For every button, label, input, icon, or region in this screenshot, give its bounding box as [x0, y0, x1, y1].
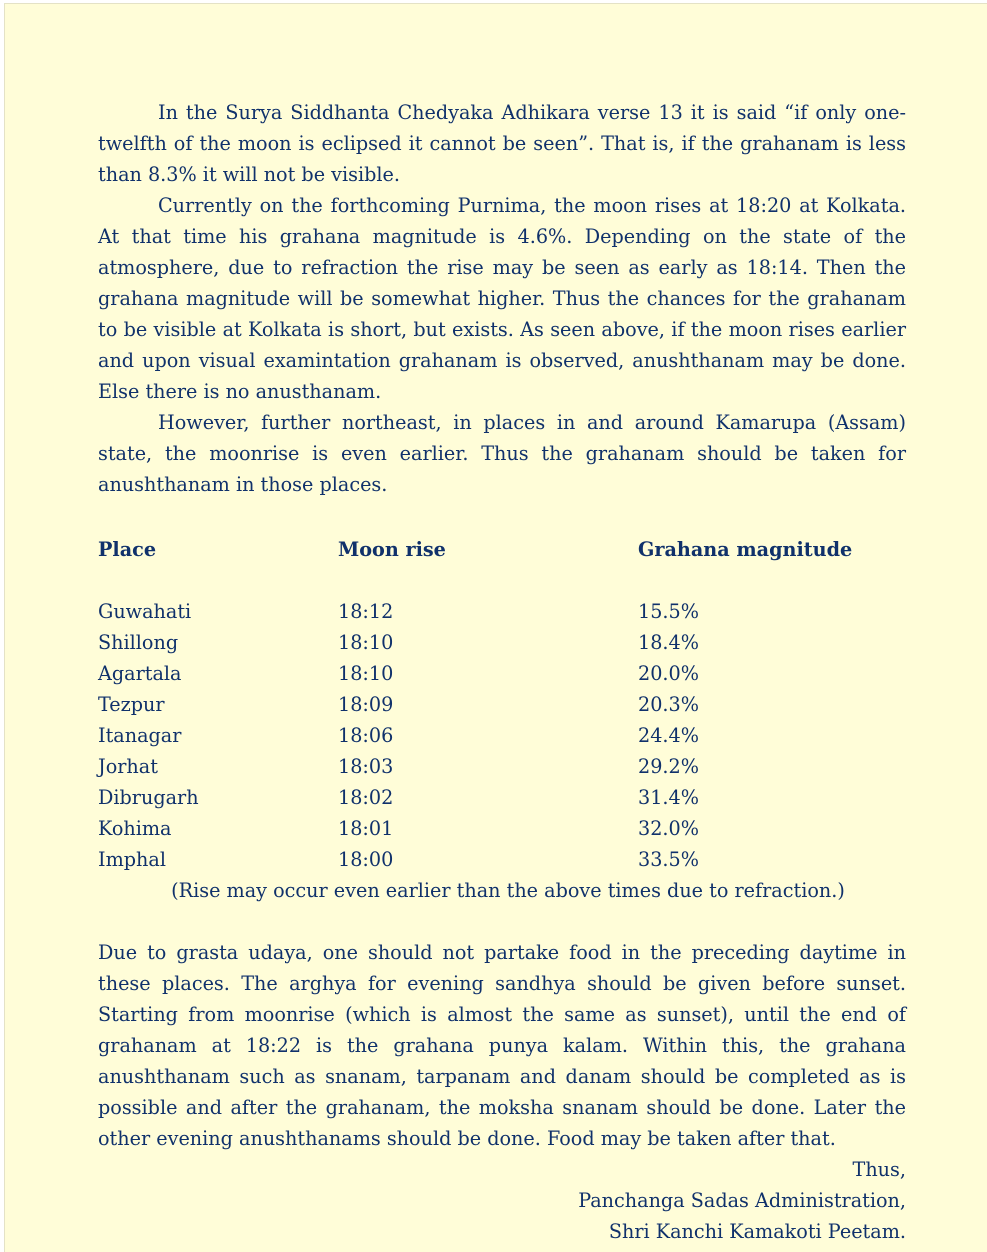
place-cell: Jorhat	[98, 755, 158, 778]
signature-thus: Thus,	[852, 1158, 906, 1181]
place-cell: Dibrugarh	[98, 786, 199, 809]
place-cell: Tezpur	[98, 693, 165, 716]
header-moon-rise: Moon rise	[338, 538, 446, 561]
place-cell: Agartala	[98, 662, 182, 685]
magnitude-cell: 20.0%	[638, 662, 699, 685]
moon-rise-cell: 18:10	[338, 662, 394, 685]
magnitude-cell: 18.4%	[638, 631, 699, 654]
paragraph-grasta-udaya: Due to grasta udaya, one should not partake food in the preceding daytime in these places. The arghya for evening sandhya should be given before sunset. Starting from moonrise (which is almost the same as sunset), until the end of grahanam at 18:22 is the grahana punya kalam. Within this, the grahana anushthanam such as snanam, tarpanam and danam should be completed as is possible and after the grahanam, the moksha snanam should be done. Later the other evening anushthanams should be done. Food may be taken after that.	[98, 941, 906, 1150]
document-content	[98, 97, 906, 1247]
moon-rise-cell: 18:00	[338, 848, 394, 871]
signature-administration: Panchanga Sadas Administration,	[578, 1189, 906, 1212]
place-cell: Imphal	[98, 848, 166, 871]
paragraph-surya-siddhanta: In the Surya Siddhanta Chedyaka Adhikara verse 13 it is said “if only one-twelfth of the moon is eclipsed it cannot be seen”. That is, if the grahanam is less than 8.3% it will not be visible.	[98, 101, 906, 186]
document-page	[4, 3, 987, 1252]
table-row	[98, 658, 906, 689]
moonrise-table	[98, 534, 906, 906]
table-row	[98, 844, 906, 875]
place-cell: Kohima	[98, 817, 172, 840]
table-row	[98, 751, 906, 782]
moon-rise-cell: 18:06	[338, 724, 394, 747]
table-row	[98, 596, 906, 627]
magnitude-cell: 15.5%	[638, 600, 699, 623]
signature-peetam: Shri Kanchi Kamakoti Peetam.	[608, 1220, 906, 1243]
table-row	[98, 689, 906, 720]
signature-block	[98, 1154, 906, 1247]
moon-rise-cell: 18:02	[338, 786, 394, 809]
moon-rise-cell: 18:09	[338, 693, 394, 716]
magnitude-cell: 31.4%	[638, 786, 699, 809]
magnitude-cell: 32.0%	[638, 817, 699, 840]
place-cell: Itanagar	[98, 724, 182, 747]
table-header-row	[98, 534, 906, 565]
section-spacer	[98, 906, 906, 937]
moon-rise-cell: 18:10	[338, 631, 394, 654]
moon-rise-cell: 18:01	[338, 817, 394, 840]
table-row	[98, 720, 906, 751]
moon-rise-cell: 18:12	[338, 600, 394, 623]
table-row	[98, 627, 906, 658]
place-cell: Guwahati	[98, 600, 192, 623]
paragraph-kamarupa: However, further northeast, in places in and around Kamarupa (Assam) state, the moonrise is even earlier. Thus the grahanam should be taken for anushthanam in those places.	[98, 411, 906, 496]
magnitude-cell: 29.2%	[638, 755, 699, 778]
moon-rise-cell: 18:03	[338, 755, 394, 778]
table-row	[98, 813, 906, 844]
magnitude-cell: 33.5%	[638, 848, 699, 871]
refraction-note: (Rise may occur even earlier than the above times due to refraction.)	[171, 879, 845, 902]
header-gap	[98, 565, 906, 596]
magnitude-cell: 20.3%	[638, 693, 699, 716]
place-cell: Shillong	[98, 631, 179, 654]
paragraph-kolkata: Currently on the forthcoming Purnima, the moon rises at 18:20 at Kolkata. At that time his grahana magnitude is 4.6%. Depending on the state of the atmosphere, due to refraction the rise may be seen as early as 18:14. Then the grahana magnitude will be somewhat higher. Thus the chances for the grahanam to be visible at Kolkata is short, but exists. As seen above, if the moon rises earlier and upon visual examintation grahanam is observed, anushthanam may be done. Else there is no anusthanam.	[98, 194, 906, 403]
magnitude-cell: 24.4%	[638, 724, 699, 747]
header-place: Place	[98, 538, 157, 561]
header-grahana-magnitude: Grahana magnitude	[638, 538, 853, 561]
table-row	[98, 782, 906, 813]
